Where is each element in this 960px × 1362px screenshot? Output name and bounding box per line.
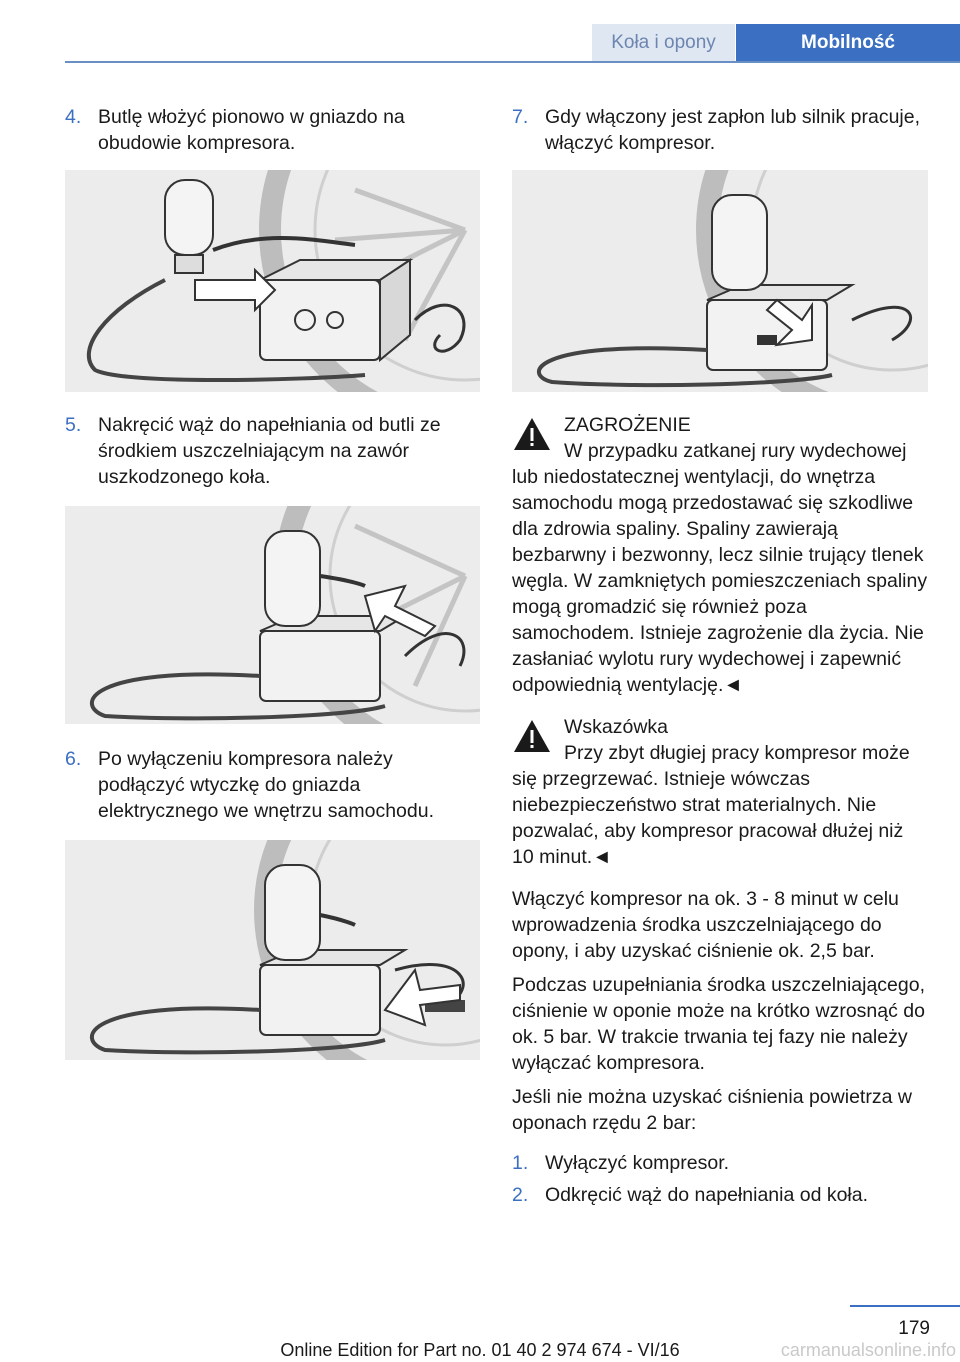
step-text: Odkręcić wąż do napełniania od koła. xyxy=(545,1184,869,1206)
figure-plug-socket xyxy=(65,840,480,1060)
figure-hose-valve-illustration xyxy=(65,506,480,724)
edition-text: Online Edition for Part no. 01 40 2 974 674 - VI/16 xyxy=(280,1340,680,1360)
figure-compressor-switch xyxy=(512,170,928,392)
header-tab-section: Koła i opony xyxy=(592,24,735,62)
page-number: 179 xyxy=(898,1318,930,1339)
header-tab-chapter: Mobilność xyxy=(736,24,960,62)
step-4 xyxy=(65,104,480,156)
figure-plug-socket-illustration xyxy=(65,840,480,1060)
figure-bottle-insert xyxy=(65,170,480,392)
warning-triangle-icon xyxy=(512,718,552,754)
step-text: Po wyłączeniu kompresora należy podłączyć wtyczkę do gniazda elektrycznego we wnętrzu samochodu. xyxy=(98,748,435,822)
paragraph-pressure-rise: Podczas uzupełniania środka uszczelniającego, ciśnienie w oponie może na krótko wzrosnąć do ok. 5 bar. W trakcie trwania tej fazy nie należy wyłączać kompresora. xyxy=(512,974,926,1074)
substep-1 xyxy=(512,1150,930,1176)
step-text: Gdy włączony jest zapłon lub silnik pracuje, włączyć kompresor. xyxy=(545,106,921,154)
step-text: Wyłączyć kompresor. xyxy=(545,1152,730,1174)
figure-bottle-insert-illustration xyxy=(65,170,480,392)
step-number: 6. xyxy=(65,748,82,770)
figure-compressor-switch-illustration xyxy=(512,170,928,392)
note-text: Przy zbyt długiej pracy kompresor może się przegrzewać. Istnieje wówczas niebezpieczeństwo strat materialnych. Nie pozwalać, aby kompresor pracował dłużej niż 10 minut.◄ xyxy=(512,742,910,868)
step-7 xyxy=(512,104,930,156)
paragraph-compressor-time: Włączyć kompresor na ok. 3 - 8 minut w celu wprowadzenia środka uszczelniającego do opony, i aby uzyskać ciśnienie ok. 2,5 bar. xyxy=(512,888,899,962)
step-number: 7. xyxy=(512,106,529,128)
right-column xyxy=(512,104,930,1208)
watermark: carmanualsonline.info xyxy=(780,1340,956,1360)
paragraph-low-pressure: Jeśli nie można uzyskać ciśnienia powietrza w oponach rzędu 2 bar: xyxy=(512,1086,912,1134)
step-text: Nakręcić wąż do napełniania od butli ze środkiem uszczelniającym na zawór uszkodzonego koła. xyxy=(98,414,441,488)
figure-hose-valve xyxy=(65,506,480,724)
step-6 xyxy=(65,746,480,824)
note-title: Wskazówka xyxy=(564,716,669,738)
step-number: 1. xyxy=(512,1152,529,1174)
substep-2 xyxy=(512,1182,930,1208)
danger-block xyxy=(512,412,930,698)
note-block xyxy=(512,714,930,870)
danger-title: ZAGROŻENIE xyxy=(564,414,691,436)
footer-rule xyxy=(850,1305,960,1307)
step-number: 5. xyxy=(65,414,82,436)
warning-triangle-icon xyxy=(512,416,552,452)
left-column xyxy=(65,104,480,1060)
step-text: Butlę włożyć pionowo w gniazdo na obudowie kompresora. xyxy=(98,106,405,154)
step-number: 2. xyxy=(512,1184,529,1206)
step-number: 4. xyxy=(65,106,82,128)
header-rule xyxy=(65,61,960,63)
danger-text: W przypadku zatkanej rury wydechowej lub niedostatecznej wentylacji, do wnętrza samochodu mogą przedostawać się szkodliwe dla zdrowia spaliny. Spaliny zawierają bezbarwny i bezwonny, lecz silnie trujący tlenek węgla. W zamkniętych pomieszczeniach spaliny mogą gromadzić się również poza samochodem. Istnieje zagrożenie dla życia. Nie zasłaniać wylotu rury wydechowej i zapewnić odpowiednią wentylację.◄ xyxy=(512,440,928,696)
step-5 xyxy=(65,412,480,490)
